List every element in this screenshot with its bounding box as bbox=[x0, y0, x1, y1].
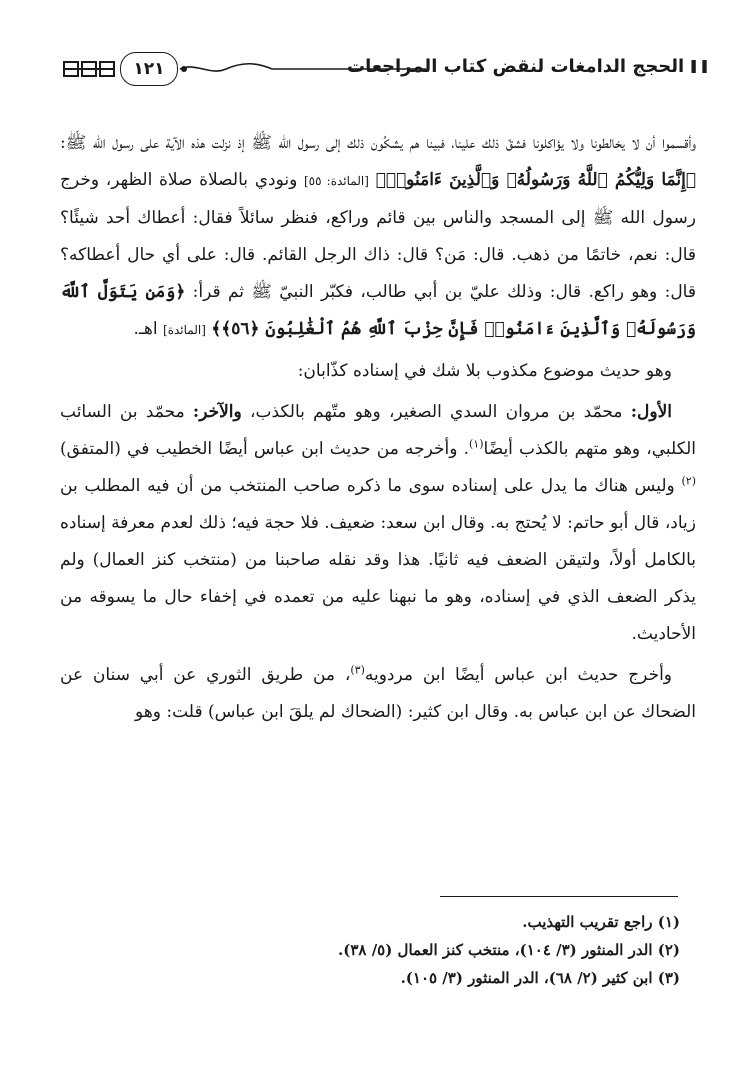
paragraph bbox=[60, 657, 696, 731]
verse-reference: [المائدة] bbox=[163, 323, 206, 337]
footnote: (١) راجع تقريب التهذيب. bbox=[522, 913, 680, 931]
text-span: وأخرج حديث ابن عباس أيضًا ابن مردويه bbox=[364, 665, 673, 685]
paragraph bbox=[60, 125, 696, 349]
paragraph bbox=[60, 353, 696, 390]
paragraph bbox=[60, 394, 696, 653]
footnote-marker: (٣) bbox=[350, 663, 365, 677]
footnotes bbox=[60, 908, 680, 992]
quran-verse: ﴿إِنَّمَا وَلِيُّكُمُ ٱللَّهُ وَرَسُولُهُۥ وَٱلَّذِينَ ءَامَنُوا۟﴾ bbox=[375, 170, 697, 190]
text-span: اهـ. bbox=[133, 319, 158, 339]
text-span: ﷺ إذ نزلت هذه الآية على رسول الله ﷺ: bbox=[60, 133, 272, 153]
text-span: وهو حديث موضوع مكذوب بلا شك في إسناده كذّابان: bbox=[297, 361, 672, 381]
footnote-marker: (١) bbox=[469, 437, 484, 451]
text-span: وأقسموا أن لا يخالطونا ولا يؤاكلونا فشقّ ذلك علينا، فبينا هم يشكُون ذلك إلى رسول الله bbox=[278, 133, 697, 153]
text-span: ، من طريق الثوري عن أبي سنان عن الضحاك عن ابن عباس به. وقال ابن كثير: (الضحاك لم يلقَ ابن عباس) قلت: وهو bbox=[60, 665, 696, 722]
verse-reference: [المائدة: ٥٥] bbox=[303, 174, 369, 188]
label-first: الأول: bbox=[630, 402, 672, 422]
running-header bbox=[62, 50, 710, 90]
page-number: ١٢١ bbox=[120, 52, 178, 86]
footnote: (٣) ابن كثير (٢/ ٦٨)، الدر المنثور (٣/ ١٠٥). bbox=[400, 969, 680, 987]
text-span: محمّد بن مروان السدي الصغير، وهو متّهم بالكذب، bbox=[249, 402, 623, 422]
quran-verse: ﴿وَمَن يَتَوَلَّ ٱللَّهَ وَرَسُولَهُۥ وَٱلَّذِينَ ءَامَنُوا۟ فَإِنَّ حِزْبَ ٱللَّهِ هُمُ ٱلْغَٰلِبُونَ ﴿٥٦﴾﴾ bbox=[60, 282, 696, 339]
book-title-text: الحجج الدامغات لنقض كتاب المراجعات bbox=[347, 56, 685, 77]
main-text bbox=[60, 125, 696, 731]
header-ornament-icon bbox=[62, 58, 118, 80]
book-title: ❚❚الحجج الدامغات لنقض كتاب المراجعات bbox=[347, 56, 710, 77]
text-span: محمّد بن السائب الكلبي، وهو متهم بالكذب أيضًا bbox=[60, 402, 696, 459]
footnote-separator bbox=[440, 896, 678, 897]
text-span: . وأخرجه من حديث ابن عباس أيضًا الخطيب في (المتفق) bbox=[60, 439, 469, 459]
footnote: (٢) الدر المنثور (٣/ ١٠٤)، منتخب كنز العمال (٥/ ٣٨). bbox=[338, 941, 680, 959]
text-span: وليس هناك ما يدل على إسناده سوى ما ذكره صاحب المنتخب من أن فيه المطلب بن زياد، قال أبو حاتم: لا يُحتج به. وقال ابن سعد: ضعيف. فلا حجة فيه؛ ذلك لعدم معرفة إسناده بالكامل أولاً، ولتيقن الضعف فيه ثانيًا. هذا وقد نقله صاحبنا من (منتخب كنز العمال) ولم يذكر الضعف الذي في إسناده، وهو ما نبهنا عليه من تعمده في إخفاء حال ما يسوقه من الأحاديث. bbox=[60, 476, 696, 644]
label-second: والآخر: bbox=[192, 402, 242, 422]
footnote-marker: (٢) bbox=[681, 474, 697, 488]
text-span: ونودي بالصلاة صلاة الظهر، وخرج رسول الله ﷺ إلى المسجد والناس بين قائم وراكع، فنظر سائلاً فقال: أعطاك أحد شيئًا؟ قال: نعم، خاتمًا من ذهب. قال: مَن؟ قال: ذاك الرجل القائم. قال: على أي حال أعطاكه؟ قال: وهو راكع. قال: وذلك عليّ بن أبي طالب، فكبّر النبيّ ﷺ ثم قرأ: bbox=[60, 170, 696, 302]
